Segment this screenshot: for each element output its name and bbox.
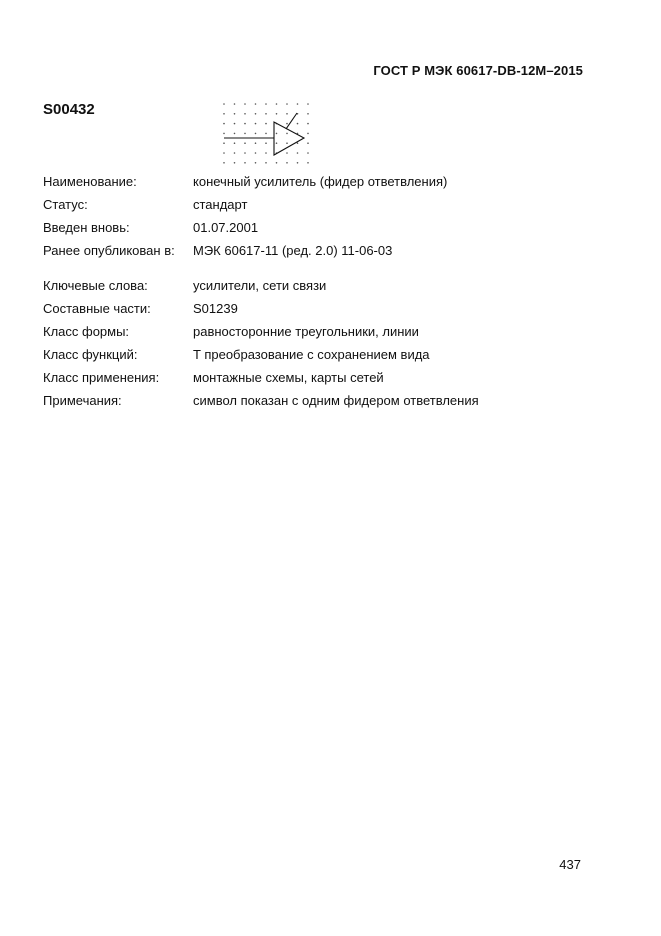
- grid-dot: [286, 133, 288, 135]
- grid-dot: [276, 162, 278, 164]
- grid-dot: [234, 123, 236, 125]
- attr-label: Класс применения:: [43, 370, 160, 385]
- grid-dot: [244, 142, 246, 144]
- attr-row-application-class: [43, 366, 603, 389]
- attr-row-parts: [43, 297, 603, 320]
- grid-dot: [297, 162, 299, 164]
- grid-dot: [297, 152, 299, 154]
- grid-dot: [286, 152, 288, 154]
- symbol-code: S00432: [43, 101, 95, 118]
- attr-value: символ показан с одним фидером ответвления: [193, 393, 479, 408]
- grid-dot: [234, 162, 236, 164]
- grid-dot: [265, 152, 267, 154]
- grid-dot: [276, 142, 278, 144]
- attr-value: конечный усилитель (фидер ответвления): [193, 174, 448, 189]
- attr-value: S01239: [193, 301, 238, 316]
- grid-dot: [223, 133, 225, 135]
- grid-dot: [276, 133, 278, 135]
- grid-dot: [244, 133, 246, 135]
- attribute-table: [43, 170, 603, 412]
- grid-dot: [265, 162, 267, 164]
- grid-dot: [286, 123, 288, 125]
- grid-dot: [255, 142, 257, 144]
- grid-dot: [286, 113, 288, 115]
- attr-value: 01.07.2001: [193, 220, 259, 235]
- attr-label: Составные части:: [43, 301, 151, 316]
- grid-dot: [223, 123, 225, 125]
- grid-dot: [223, 103, 225, 105]
- grid-dot: [234, 152, 236, 154]
- symbol-drawing: [218, 100, 314, 166]
- grid-dot: [223, 113, 225, 115]
- grid-dot: [234, 133, 236, 135]
- grid-dot: [265, 142, 267, 144]
- grid-dot: [265, 133, 267, 135]
- grid-dot: [244, 113, 246, 115]
- grid-dot: [286, 142, 288, 144]
- attr-label: Класс функций:: [43, 347, 138, 362]
- grid-dot: [234, 103, 236, 105]
- attr-value: усилители, сети связи: [193, 278, 327, 293]
- attr-row-introduced: [43, 216, 603, 239]
- grid-dot: [276, 113, 278, 115]
- grid-dot: [244, 152, 246, 154]
- page-number: 437: [559, 857, 581, 872]
- attr-value: равносторонние треугольники, линии: [193, 324, 419, 339]
- attr-label: Примечания:: [43, 393, 122, 408]
- attr-row-published: [43, 239, 603, 262]
- grid-dot: [297, 103, 299, 105]
- grid-dot: [297, 142, 299, 144]
- attr-value: МЭК 60617-11 (ред. 2.0) 11-06-03: [193, 243, 393, 258]
- grid-dot: [223, 152, 225, 154]
- grid-dot: [255, 162, 257, 164]
- attr-row-shape-class: [43, 320, 603, 343]
- grid-dot: [255, 133, 257, 135]
- attr-label: Класс формы:: [43, 324, 130, 339]
- attr-label: Статус:: [43, 197, 88, 212]
- grid-dot: [244, 123, 246, 125]
- attr-row-function-class: [43, 343, 603, 366]
- grid-dot: [255, 103, 257, 105]
- grid-dot: [223, 162, 225, 164]
- attr-label: Ранее опубликован в:: [43, 243, 175, 258]
- end-amplifier-symbol-icon: [218, 100, 314, 171]
- grid-dot: [307, 142, 309, 144]
- attr-label: Ключевые слова:: [43, 278, 148, 293]
- grid-dot: [307, 113, 309, 115]
- attr-value: стандарт: [193, 197, 248, 212]
- grid-dot: [307, 152, 309, 154]
- document-header: ГОСТ Р МЭК 60617-DB-12M–2015: [373, 63, 583, 78]
- grid-dot: [223, 142, 225, 144]
- attr-value: монтажные схемы, карты сетей: [193, 370, 384, 385]
- attr-label: Введен вновь:: [43, 220, 130, 235]
- grid-dot: [286, 103, 288, 105]
- attr-row-notes: [43, 389, 603, 412]
- attr-row-status: [43, 193, 603, 216]
- grid-dot: [307, 103, 309, 105]
- grid-dot: [307, 162, 309, 164]
- grid-dot: [265, 113, 267, 115]
- grid-dot: [234, 113, 236, 115]
- attr-row-name: [43, 170, 603, 193]
- grid-dot: [244, 103, 246, 105]
- grid-dot: [286, 162, 288, 164]
- grid-dot: [255, 123, 257, 125]
- attr-value: T преобразование с сохранением вида: [193, 347, 430, 362]
- grid-dot: [307, 123, 309, 125]
- attr-row-keywords: [43, 274, 603, 297]
- grid-dot: [255, 113, 257, 115]
- grid-dot: [297, 123, 299, 125]
- attr-label: Наименование:: [43, 174, 137, 189]
- grid-dot: [234, 142, 236, 144]
- grid-dot: [265, 103, 267, 105]
- grid-dot: [265, 123, 267, 125]
- grid-dot: [244, 162, 246, 164]
- grid-dot: [307, 133, 309, 135]
- grid-dot: [276, 103, 278, 105]
- grid-dot: [255, 152, 257, 154]
